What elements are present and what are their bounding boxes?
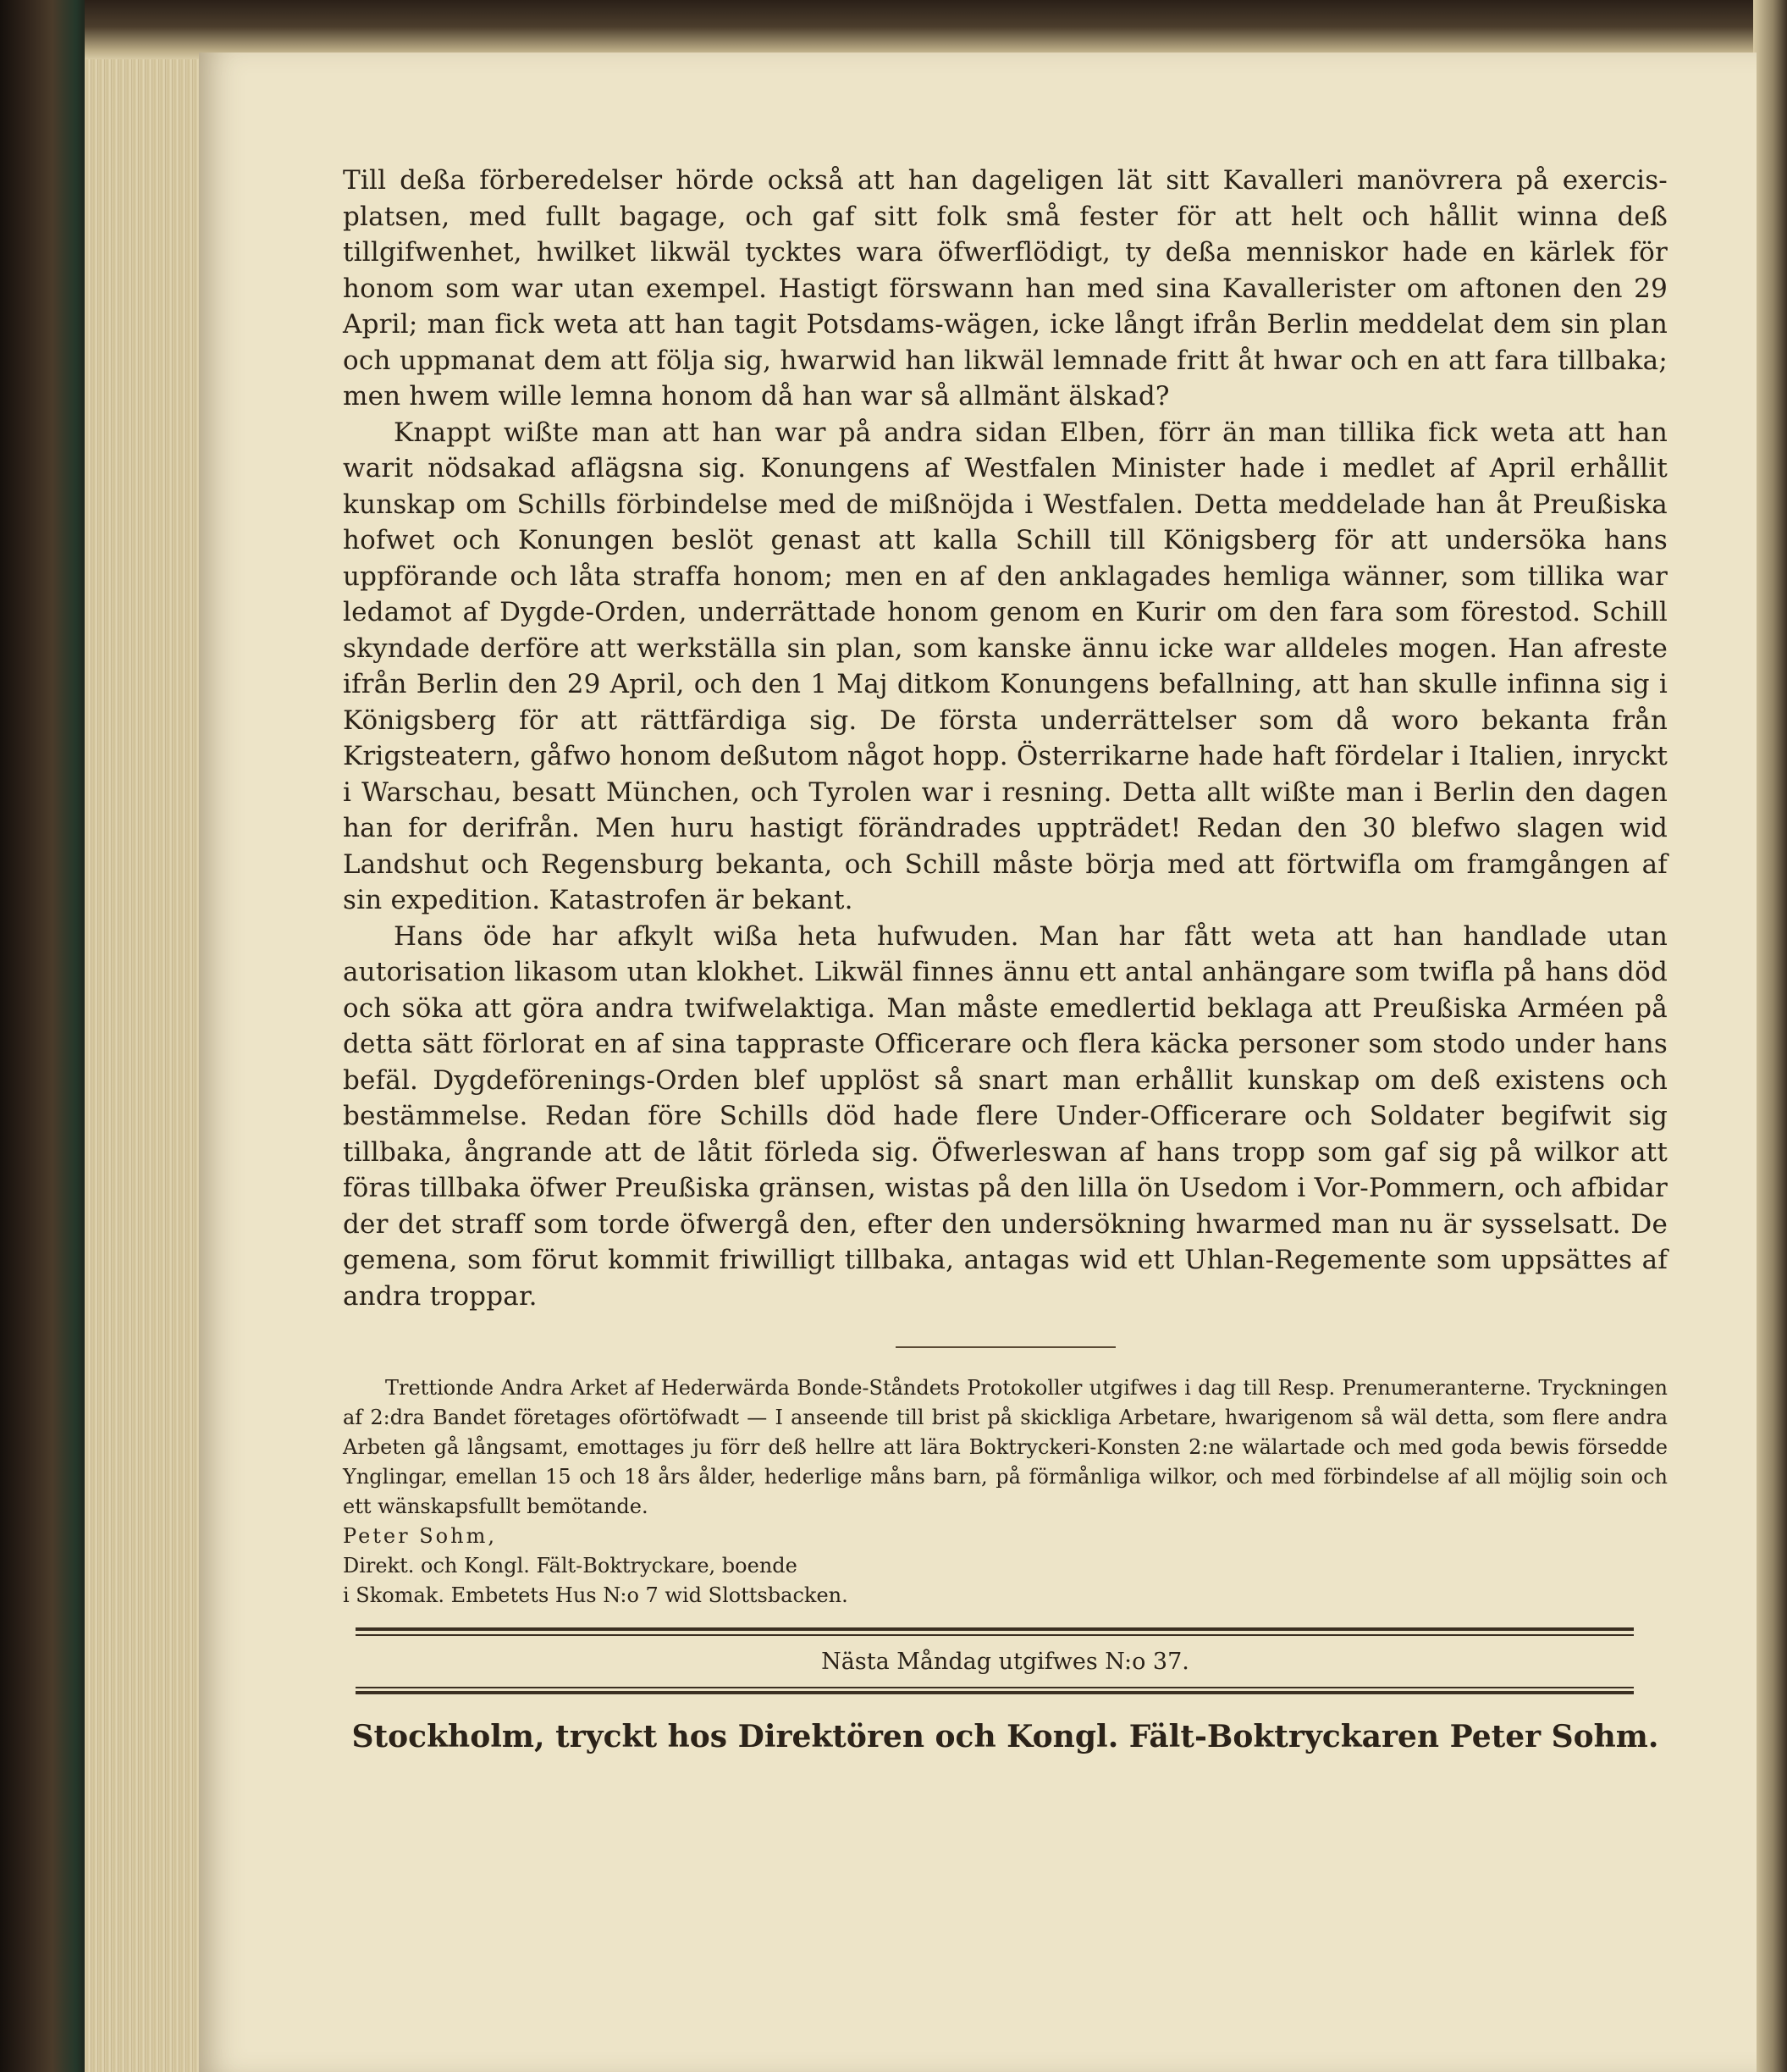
footer-rule-thick — [356, 1627, 1634, 1631]
footer-rule-thin-2 — [356, 1687, 1634, 1688]
article-paragraph-3: Hans öde har afkylt wißa heta hufwuden. Man har fått weta att han handlade utan autorisation likasom utan klokhet. Likwäl finnes ännu ett antal anhängare som twifla på hans död och söka att göra andra twifwelaktiga. Man måste emedlertid beklaga att Preußiska Arméen på detta sätt förlorat en af sina tappraste Officerare och flera käcka personer som stodo under hans befäl. Dygdeförenings-Orden blef upplöst så snart man erhållit kunskap om deß existens och bestämmelse. Redan före Schills död hade flere Under-Officerare och Soldater begifwit sig tillbaka, ångrande att de låtit förleda sig. Öfwerleswan af hans tropp som gaf sig på wilkor att föras tillbaka öfwer Preußiska gränsen, wistas på den lilla ön Usedom i Vor-Pommern, och afbidar der det straff som torde öfwergå den, efter den undersökning hwarmed man nu är sysselsatt. De gemena, som förut kommit friwilligt tillbaka, antagas wid ett Uhlan-Regemente som uppsättes af andra troppar. — [343, 920, 1668, 1312]
article-paragraph-1: Till deßa förberedelser hörde också att han dageligen lät sitt Kavalleri manövrera på exercis-platsen, med fullt bagage, och gaf sitt folk små fester för att helt och hållit winna deß tillgifwenhet, hwilket likwäl tycktes wara öfwerflödigt, ty deßa menniskor hade en kärlek för honom som war utan exempel. Hastigt förswann han med sina Kavallerister om aftonen den 29 April; man fick weta att han tagit Potsdams-wägen, icke långt ifrån Berlin meddelat dem sin plan och uppmanat dem att följa sig, hwarwid han likwäl lemnade fritt åt hwar och en att fara tillbaka; men hwem wille lemna honom då han war så allmänt älskad? — [343, 165, 1668, 412]
article-body — [343, 163, 1668, 1314]
book-binding — [0, 0, 95, 2072]
footer-rule-thin — [356, 1634, 1634, 1636]
printer-imprint: Stockholm, tryckt hos Direktören och Kongl. Fält-Boktryckaren Peter Sohm. — [351, 1719, 1659, 1754]
page-content — [343, 163, 1668, 1762]
page-edges — [85, 0, 212, 2072]
document-page — [199, 52, 1757, 2072]
signer-address: i Skomak. Embetets Hus N:o 7 wid Slottsbacken. — [343, 1583, 848, 1607]
notice-text: Trettionde Andra Arket af Hederwärda Bonde-Ståndets Protokoller utgifwes i dag till Resp. Prenumeranterne. Tryckningen af 2:dra Bandet företages oförtöfwadt — I anseende till brist på skickliga Arbetare, hwarigenom så wäl detta, som flere andra Arbeten gå långsamt, emottages ju förr deß hellre att lära Boktryckeri-Konsten 2:ne wälartade och med goda bewis försedde Ynglingar, emellan 15 och 18 års ålder, hederlige måns barn, på förmånliga wilkor, och med förbindelse af all möjlig soin och ett wänskapsfullt bemötande. — [343, 1376, 1668, 1518]
signer-title: Direkt. och Kongl. Fält-Boktryckare, boende — [343, 1554, 797, 1577]
signer-name: Peter Sohm, — [343, 1524, 497, 1548]
article-paragraph-2: Knappt wißte man att han war på andra sidan Elben, förr än man tillika fick weta att han warit nödsakad aflägsna sig. Konungens af Westfalen Minister hade i medlet af April erhållit kunskap om Schills förbindelse med de mißnöjda i Westfalen. Detta meddelade han åt Preußiska hofwet och Konungen beslöt genast att kalla Schill till Königsberg för att undersöka hans uppförande och låta straffa honom; men en af den anklagades hemliga wänner, som tillika war ledamot af Dygde-Orden, underrättade honom genom en Kurir om den fara som förestod. Schill skyndade derföre att werkställa sin plan, som kanske ännu icke war alldeles mogen. Han afreste ifrån Berlin den 29 April, och den 1 Maj ditkom Konungens befallning, att han skulle infinna sig i Königsberg för att rättfärdiga sig. De första underrättelser som då woro bekanta från Krigsteatern, gåfwo honom deßutom något hopp. Österrikarne hade haft fördelar i Italien, inryckt i Warschau, besatt München, och Tyrolen war i resning. Detta allt wißte man i Berlin den dagen han for derifrån. Men huru hastigt förändrades uppträdet! Redan den 30 blefwo slagen wid Landshut och Regensburg bekanta, och Schill måste börja med att förtwifla om framgången af sin expedition. Katastrofen är bekant. — [343, 417, 1668, 915]
publisher-notice — [343, 1373, 1668, 1611]
next-issue-line: Nästa Måndag utgifwes N:o 37. — [821, 1649, 1189, 1675]
book-top-edge — [85, 0, 1787, 59]
book-right-edge — [1753, 0, 1787, 2072]
section-divider — [896, 1346, 1116, 1348]
footer-rule-thick-2 — [356, 1691, 1634, 1694]
